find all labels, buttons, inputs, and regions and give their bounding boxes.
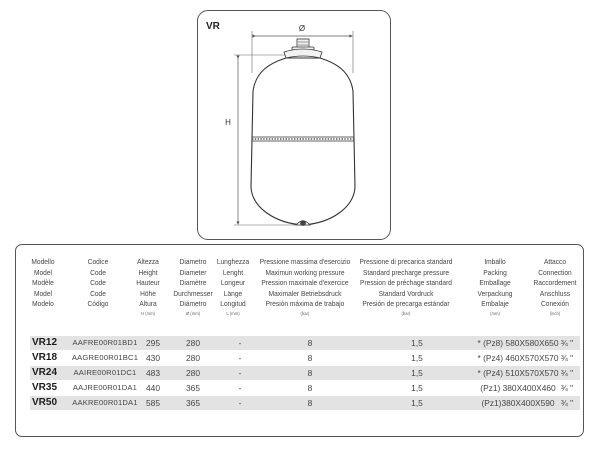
cell-length: - — [238, 353, 242, 363]
cell-max-pressure: 8 — [307, 353, 313, 363]
cell-diameter: 280 — [186, 338, 200, 348]
cell-connection: ¾ '' — [560, 338, 574, 348]
cell-packing: * (Pz4) 460X570X570 — [477, 353, 559, 363]
cell-connection: ¾ '' — [560, 368, 574, 378]
cell-precharge: 1,5 — [411, 368, 423, 378]
table-row — [30, 396, 580, 410]
cell-connection: ¾ '' — [560, 383, 574, 393]
cell-packing: (Pz1)380X400X590 — [481, 398, 555, 408]
table-row — [30, 381, 580, 395]
header-height: Altezza Height Hauteur Höhe Altura H (mm) — [136, 257, 160, 316]
cell-model: VR50 — [32, 397, 58, 408]
cell-diameter: 365 — [186, 398, 200, 408]
cell-model: VR35 — [32, 382, 58, 393]
cell-length: - — [238, 368, 242, 378]
height-symbol: H — [225, 118, 231, 127]
header-precharge-pressure: Pressione di precarica standard Standard precharge pressure Pression de préchage standard Standard Vordruck Presión de precarga estándar (bar) — [359, 257, 453, 316]
cell-code: AAGRE00R01BC1 — [71, 353, 139, 362]
expansion-vessel-drawing — [198, 11, 392, 241]
cell-code: AAKRE00R01DA1 — [72, 398, 138, 407]
diameter-symbol: Ø — [298, 24, 306, 33]
cell-code: AAIRE00R01DC1 — [73, 368, 137, 377]
header-model: Modello Model Modèle Model Modelo — [31, 257, 55, 309]
cell-max-pressure: 8 — [307, 398, 313, 408]
table-row — [30, 336, 580, 350]
header-length: Lunghezza Lenght Longeur Länge Longitud L (mm) — [216, 257, 250, 316]
cell-connection: ¾ '' — [560, 398, 574, 408]
cell-height: 483 — [146, 368, 160, 378]
cell-height: 295 — [146, 338, 160, 348]
cell-precharge: 1,5 — [411, 398, 423, 408]
header-diameter: Diametro Diameter Diamètre Durchmesser Diámetro Ø (mm) — [173, 257, 213, 316]
specifications-table — [15, 244, 584, 437]
drawing-label: VR — [206, 21, 220, 32]
cell-diameter: 280 — [186, 353, 200, 363]
top-fitting — [284, 39, 322, 58]
cell-model: VR12 — [32, 337, 58, 348]
cell-diameter: 365 — [186, 383, 200, 393]
cell-model: VR18 — [32, 352, 58, 363]
cell-height: 585 — [146, 398, 160, 408]
cell-max-pressure: 8 — [307, 383, 313, 393]
cell-height: 430 — [146, 353, 160, 363]
cell-packing: * (Pz4) 510X570X570 — [477, 368, 559, 378]
header-connection: Attacco Connection Raccordement Anschluss Conexión (inch) — [533, 257, 577, 316]
cell-max-pressure: 8 — [307, 368, 313, 378]
cell-code: AAJRE00R01DA1 — [72, 383, 138, 392]
vessel-body — [251, 58, 355, 225]
cell-code: AAFRE00R01BD1 — [72, 338, 138, 347]
header-max-pressure: Pressione massima d'esercizio Maximun working pressure Pression maximale d'exercice Maximaler Betriebsdruck Presión máxima de trabajo (bar) — [259, 257, 351, 316]
cell-length: - — [238, 383, 242, 393]
cell-length: - — [238, 338, 242, 348]
cell-packing: (Pz1) 380X400X460 — [480, 383, 556, 393]
cell-packing: * (Pz8) 580X580X650 — [477, 338, 559, 348]
cell-diameter: 280 — [186, 368, 200, 378]
header-packing: Imballo Packing Emballage Verpackung Embalaje (mm) — [477, 257, 513, 316]
cell-precharge: 1,5 — [411, 338, 423, 348]
cell-height: 440 — [146, 383, 160, 393]
table-row — [30, 366, 580, 380]
cell-length: - — [238, 398, 242, 408]
cell-precharge: 1,5 — [411, 383, 423, 393]
cell-max-pressure: 8 — [307, 338, 313, 348]
product-drawing-frame — [197, 10, 391, 240]
cell-model: VR24 — [32, 367, 58, 378]
cell-precharge: 1,5 — [411, 353, 423, 363]
cell-connection: ¾ '' — [560, 353, 574, 363]
table-row — [30, 351, 580, 365]
header-code: Codice Code Code Code Código — [87, 257, 109, 309]
